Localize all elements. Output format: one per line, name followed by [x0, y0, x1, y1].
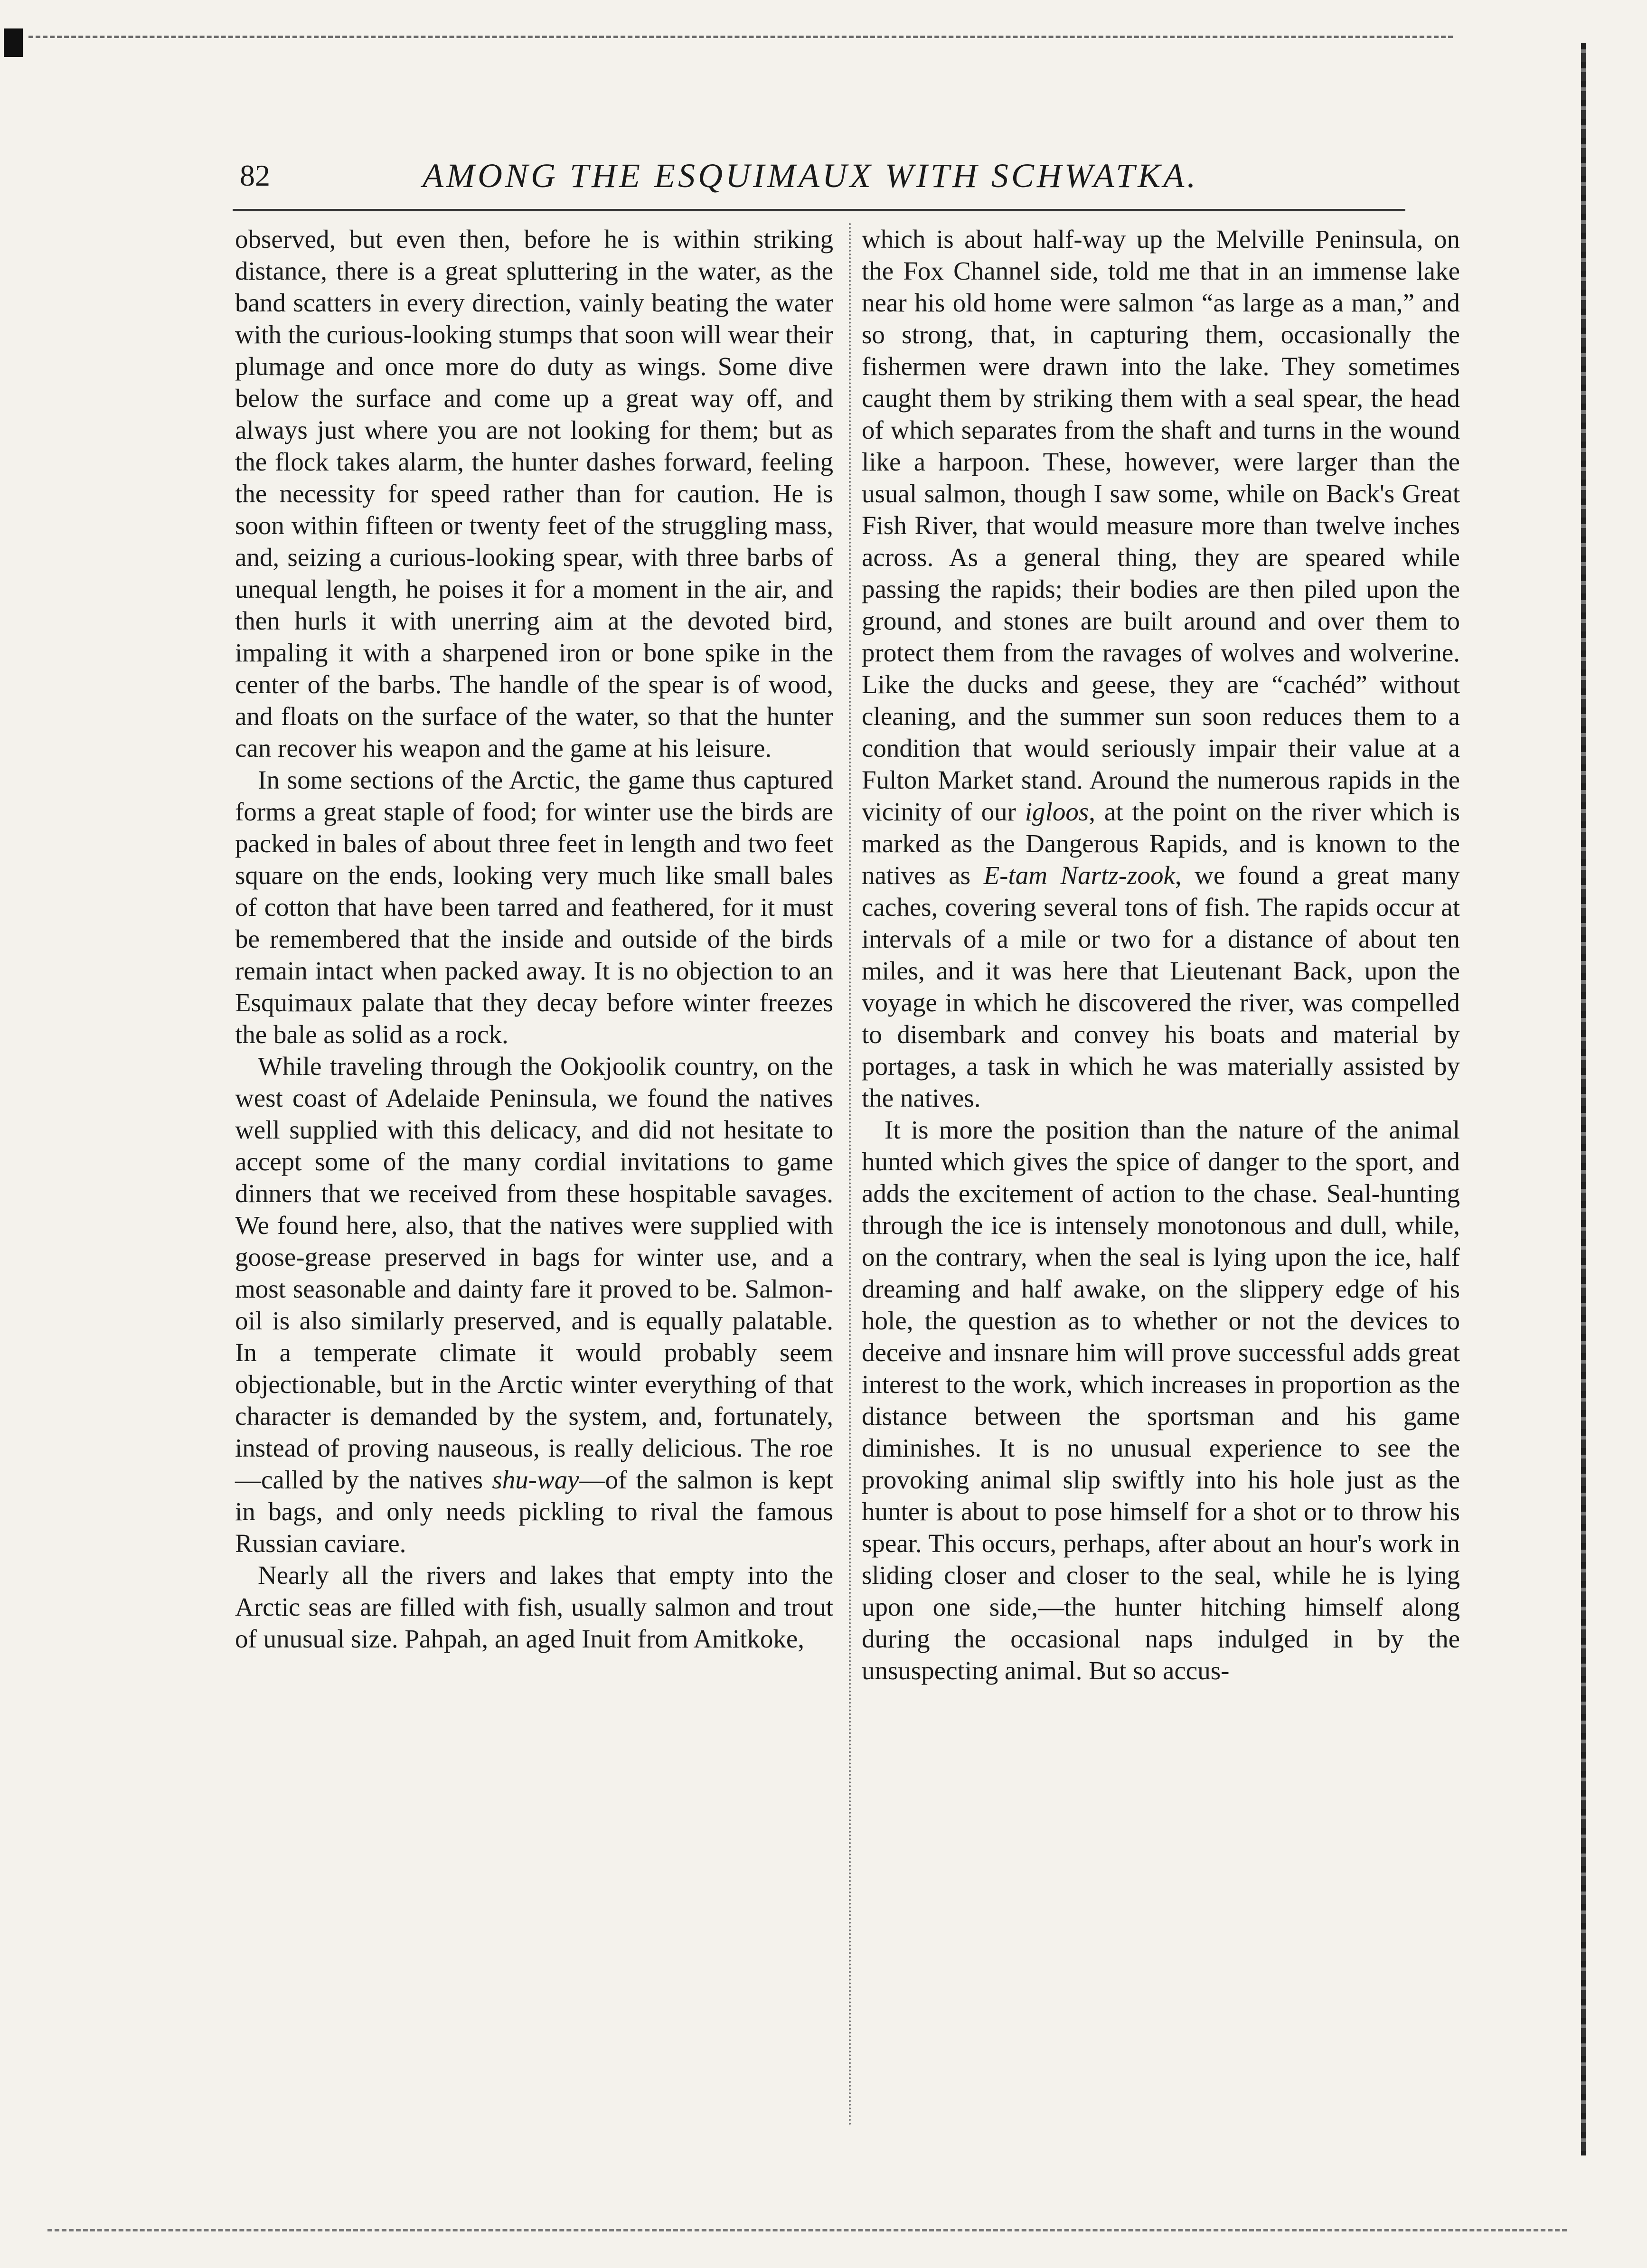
paragraph-text: , at the point on the river which is marked as the Dangerous Rapids, and is known to the natives as [862, 797, 1460, 890]
scan-corner-mark [4, 28, 23, 57]
column-divider [849, 223, 851, 2127]
paragraph-text: which is about half-way up the Melville Peninsula, on the Fox Channel side, told me that in an immense lake near his old home were salmon “as large as a man,” and so strong, that, in capturing them, occasionally the fishermen were drawn into the lake. They sometimes caught them by striking them with a seal spear, the head of which separates from the shaft and turns in the wound like a harpoon. These, however, were larger than the usual salmon, though I saw some, while on Back's Great Fish River, that would measure more than twelve inches across. As a general thing, they are speared while passing the rapids; their bodies are then piled upon the ground, and stones are built around and over them to protect them from the ravages of wolves and wolverine. Like the ducks and geese, they are “cachéd” without cleaning, and the summer sun soon reduces them to a condition that would seriously impair their value at a Fulton Market stand. Around the numerous rapids in the vicinity of our [862, 225, 1460, 826]
paragraph: In some sections of the Arctic, the game thus captured forms a great staple of food; for winter use the birds are packed in bales of about three feet in length and two feet square on the ends, looking very much like small bales of cotton that have been tarred and feathered, for it must be remembered that the inside and outside of the birds remain intact when packed away. It is no objection to an Esquimaux palate that they decay before winter freezes the bale as solid as a rock. [235, 765, 833, 1049]
running-title: AMONG THE ESQUIMAUX WITH SCHWATKA. [423, 157, 1199, 195]
paragraph-text: While traveling through the Ookjoolik country, on the west coast of Adelaide Peninsula, we found the natives well supplied with this delicacy, and did not hesitate to accept some of the many cordial invitations to game dinners that we received from these hospitable savages. We found here, also, that the natives were supplied with goose-grease preserved in bags for winter use, and a most seasonable and dainty fare it proved to be. Salmon-oil is also similarly preserved, and is equally palatable. In a temperate climate it would probably seem objectionable, but in the Arctic winter everything of that character is demanded by the system, and, fortunately, instead of proving nauseous, is really delicious. The roe—called by the natives [235, 1052, 833, 1494]
native-term: shu-way [492, 1465, 579, 1494]
page-header [233, 150, 1405, 207]
scan-right-edge [1581, 43, 1586, 2155]
paragraph: observed, but even then, before he is within striking distance, there is a great spluttering in the water, as the band scatters in every direction, vainly beating the water with the curious-looking stumps that soon will wear their plumage and once more do duty as wings. Some dive below the surface and come up a great way off, and always just where you are not looking for them; but as the flock takes alarm, the hunter dashes forward, feeling the necessity for speed rather than for caution. He is soon within fifteen or twenty feet of the struggling mass, and, seizing a curious-looking spear, with three barbs of unequal length, he poises it for a moment in the air, and then hurls it with unerring aim at the devoted bird, impaling it with a sharpened iron or bone spike in the center of the barbs. The handle of the spear is of wood, and floats on the surface of the water, so that the hunter can recover his weapon and the game at his leisure. [235, 225, 833, 762]
page-number: 82 [240, 159, 270, 192]
paragraph: Nearly all the rivers and lakes that empty into the Arctic seas are filled with fish, usually salmon and trout of unusual size. Pahpah, an aged Inuit from Amitkoke, [235, 1561, 833, 1653]
native-term: igloos [1025, 797, 1089, 826]
left-column [235, 223, 833, 2127]
paragraph: It is more the position than the nature of the animal hunted which gives the spice of danger to the sport, and adds the excitement of action to the chase. Seal-hunting through the ice is intensely monotonous and dull, while, on the contrary, when the seal is lying upon the ice, half dreaming and half awake, on the slippery edge of his hole, the question as to whether or not the devices to deceive and insnare him will prove successful adds great interest to the work, which increases in proportion as the distance between the sportsman and his game diminishes. It is no unusual experience to see the provoking animal slip swiftly into his hole just as the hunter is about to pose himself for a shot or to throw his spear. This occurs, perhaps, after about an hour's work in sliding closer and closer to the seal, while he is lying upon one side,—the hunter hitching himself along during the occasional naps indulged in by the unsuspecting animal. But so accus- [862, 1115, 1460, 1685]
scan-edge-top [28, 36, 1453, 38]
header-rule [233, 209, 1405, 211]
right-column [862, 223, 1460, 2127]
paragraph-text: , we found a great many caches, covering several tons of fish. The rapids occur at intervals of a mile or two for a distance of about ten miles, and it was here that Lieutenant Back, upon the voyage in which he discovered the river, was compelled to disembark and convey his boats and material by portages, a task in which he was materially assisted by the natives. [862, 861, 1460, 1112]
paragraph [862, 223, 1460, 1114]
native-term: E-tam Nartz-zook [983, 861, 1175, 890]
paragraph-text: —of the salmon is kept in bags, and only needs pickling to rival the famous Russian caviare. [235, 1465, 833, 1558]
paragraph [235, 1050, 833, 1559]
scan-edge-bottom [47, 2229, 1567, 2231]
